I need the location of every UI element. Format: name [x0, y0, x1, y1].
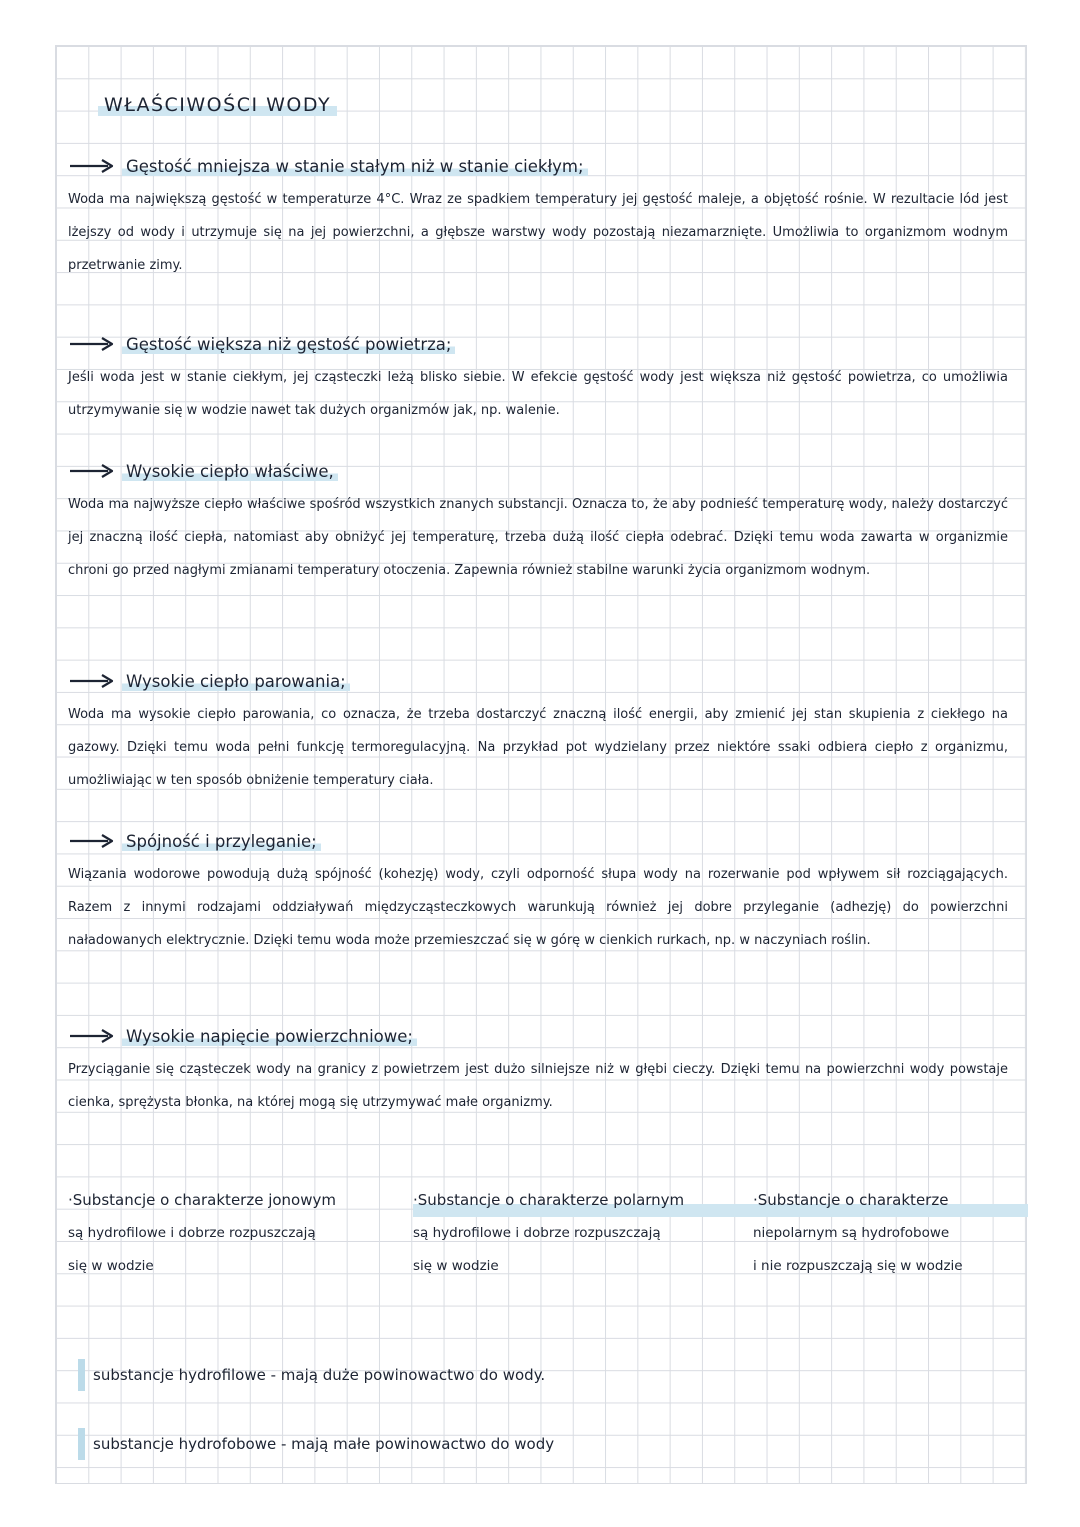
section-body: Wiązania wodorowe powodują dużą spójność (kohezję) wody, czyli odporność słupa wody na rozerwanie pod wpływem sił rozciągających. Razem z innymi rodzajami oddziaływań międzycząsteczkowych warunkują również jej dobre przyleganie (adhezję) do powierzchni naładowanych elektrycznie. Dzięki temu woda może przemieszczać się w górę w cienkich rurkach, np. w naczyniach roślin. [68, 867, 1008, 948]
page-title: WŁAŚCIWOŚCI WODY [98, 94, 337, 116]
section-heading: Gęstość mniejsza w stanie stałym niż w stanie ciekłym; [68, 151, 1016, 181]
section-body: Woda ma wysokie ciepło parowania, co oznacza, że trzeba dostarczyć znaczną ilość energii, aby zmienić jej stan skupienia z ciekłego na gazowy. Dzięki temu woda pełni funkcję termoregulacyjną. Na przykład pot wydzielany przez niektóre ssaki odbiera ciepło z organizmu, umożliwiając w ten sposób obniżenie temperatury ciała. [68, 707, 1008, 788]
section-surface-tension [66, 1021, 1016, 1119]
arrow-right-icon [68, 673, 116, 689]
substance-nonpolar: ·Substancje o charakterze niepolarnym są hydrofobowe i nie rozpuszczają się w wodzie [753, 1184, 1028, 1283]
substance-polar: ·Substancje o charakterze polarnym są hydrofilowe i dobrze rozpuszczają się w wodzie [413, 1184, 753, 1283]
arrow-right-icon [68, 833, 116, 849]
arrow-right-icon [68, 336, 116, 352]
section-heading: Gęstość większa niż gęstość powietrza; [68, 329, 1016, 359]
notebook-page [55, 45, 1027, 1484]
section-cohesion-adhesion [66, 826, 1016, 957]
definition-hydrophobic: substancje hydrofobowe - mają małe powinowactwo do wody [78, 1428, 554, 1460]
section-heading: Wysokie ciepło właściwe, [68, 456, 1016, 486]
section-body: Jeśli woda jest w stanie ciekłym, jej cząsteczki leżą blisko siebie. W efekcie gęstość wody jest większa niż gęstość powietrza, co umożliwia utrzymywanie się w wodzie nawet tak dużych organizmów jak, np. walenie. [68, 370, 1008, 418]
section-density-air [66, 329, 1016, 427]
section-heading: Spójność i przyleganie; [68, 826, 1016, 856]
section-heat-of-vaporization [66, 666, 1016, 797]
section-heading: Wysokie napięcie powierzchniowe; [68, 1021, 1016, 1051]
arrow-right-icon [68, 463, 116, 479]
arrow-right-icon [68, 158, 116, 174]
definition-hydrophilic: substancje hydrofilowe - mają duże powinowactwo do wody. [78, 1359, 545, 1391]
section-body: Przyciąganie się cząsteczek wody na granicy z powietrzem jest dużo silniejsze niż w głębi cieczy. Dzięki temu na powierzchni wody powstaje cienka, sprężysta błonka, na której mogą się utrzymywać małe organizmy. [68, 1062, 1008, 1110]
section-heading: Wysokie ciepło parowania; [68, 666, 1016, 696]
substance-ionic: ·Substancje o charakterze jonowym są hydrofilowe i dobrze rozpuszczają się w wodzie [68, 1191, 336, 1274]
section-body: Woda ma najwyższe ciepło właściwe spośród wszystkich znanych substancji. Oznacza to, że aby podnieść temperaturę wody, należy dostarczyć jej znaczną ilość ciepła, natomiast aby obniżyć jej temperaturę, trzeba dużą ilość ciepła odebrać. Dzięki temu woda zawarta w organizmie chroni go przed nagłymi zmianami temperatury otoczenia. Zapewnia również stabilne warunki życia organizmom wodnym. [68, 497, 1008, 578]
section-density-solid [66, 151, 1016, 282]
arrow-right-icon [68, 1028, 116, 1044]
section-body: Woda ma największą gęstość w temperaturze 4°C. Wraz ze spadkiem temperatury jej gęstość maleje, a objętość rośnie. W rezultacie lód jest lżejszy od wody i utrzymuje się na jej powierzchni, a głębsze warstwy wody pozostają niezamarznięte. Umożliwia to organizmom wodnym przetrwanie zimy. [68, 192, 1008, 273]
section-specific-heat [66, 456, 1016, 587]
substance-columns [68, 1184, 1028, 1283]
